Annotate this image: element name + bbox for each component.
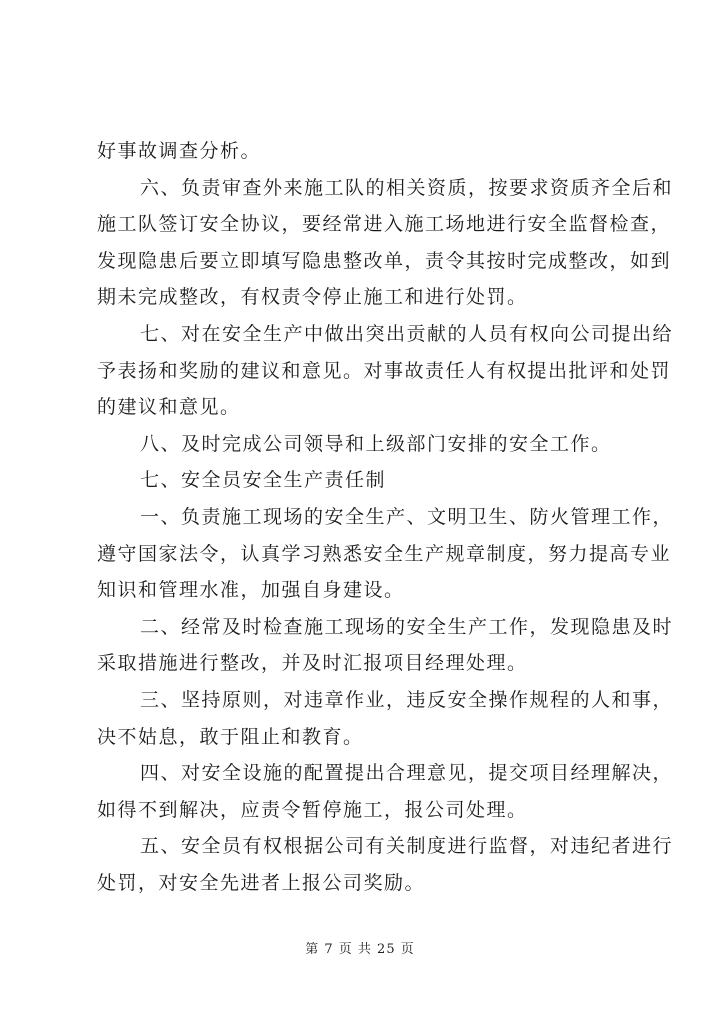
text-line: 决不姑息，敢于阻止和教育。 [97, 725, 364, 748]
text-line: 知识和管理水准，加强自身建设。 [97, 579, 405, 602]
text-line: 好事故调查分析。 [97, 140, 262, 162]
text-line: 期未完成整改，有权责令停止施工和进行处罚。 [97, 286, 528, 309]
text-line: 如得不到解决，应责令暂停施工，报公司处理。 [97, 798, 528, 821]
page-number-footer: 第 7 页 共 25 页 [305, 942, 415, 957]
text-line: 五、安全员有权根据公司有关制度进行监督，对违纪者进行 [140, 835, 674, 858]
section-heading: 七、安全员安全生产责任制 [140, 469, 387, 492]
text-line: 二、经常及时检查施工现场的安全生产工作，发现隐患及时 [140, 615, 674, 638]
text-line: 遵守国家法令，认真学习熟悉安全生产规章制度，努力提高专业 [97, 542, 672, 565]
document-body [97, 133, 674, 901]
text-line: 施工队签订安全协议，要经常进入施工场地进行安全监督检查， [97, 213, 672, 236]
text-line: 予表扬和奖励的建议和意见。对事故责任人有权提出批评和处罚 [97, 359, 672, 382]
text-line: 八、及时完成公司领导和上级部门安排的安全工作。 [140, 432, 612, 455]
text-line: 四、对安全设施的配置提出合理意见，提交项目经理解决， [140, 762, 674, 785]
text-line: 七、对在安全生产中做出突出贡献的人员有权向公司提出给 [140, 322, 674, 345]
text-line: 三、坚持原则，对违章作业，违反安全操作规程的人和事， [140, 688, 674, 711]
text-line: 的建议和意见。 [97, 396, 241, 419]
text-line: 处罚，对安全先进者上报公司奖励。 [97, 871, 426, 894]
text-line: 发现隐患后要立即填写隐患整改单，责令其按时完成整改，如到 [97, 249, 672, 272]
text-line: 一、负责施工现场的安全生产、文明卫生、防火管理工作， [140, 505, 674, 528]
text-line: 采取措施进行整改，并及时汇报项目经理处理。 [97, 652, 528, 675]
text-line: 六、负责审查外来施工队的相关资质，按要求资质齐全后和 [140, 176, 674, 199]
